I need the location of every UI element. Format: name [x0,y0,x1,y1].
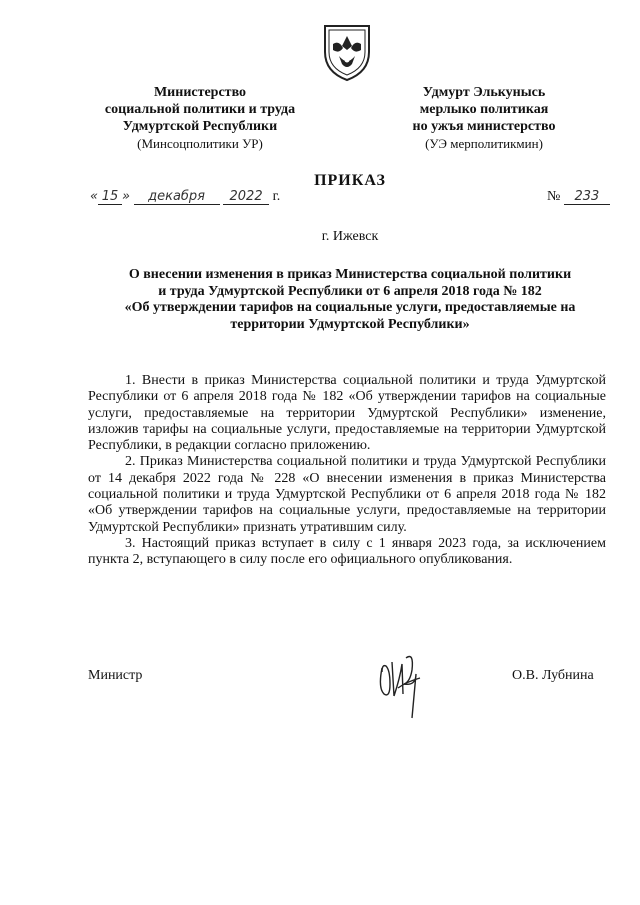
handwritten-signature-icon [376,648,426,720]
order-body [88,373,606,569]
order-date [90,189,280,205]
order-number-value: 233 [564,190,610,205]
order-number [547,189,610,205]
order-heading-line3: «Об утверждении тарифов на социальные услуги, предоставляемые на [124,300,576,315]
order-heading-line1: О внесении изменения в приказ Министерства социальной политики [128,267,572,282]
ministry-name-udm [380,84,588,152]
signatory-name: О.В. Лубнина [512,668,594,683]
date-close-quote: » [122,189,131,204]
ministry-name-udm-line2: мерлыко политикая [419,102,549,117]
date-suffix: г. [272,189,281,204]
signatory-title: Министр [88,668,143,683]
document-title: ПРИКАЗ [314,172,386,189]
coat-of-arms-icon [319,20,375,82]
ministry-name-udm-line1: Удмурт Элькунысь [422,85,546,100]
order-heading [95,267,605,333]
body-paragraph-3: 3. Настоящий приказ вступает в силу с 1 января 2023 года, за исключением пункта 2, вступающего в силу после его официального опубликования. [88,535,606,568]
order-number-label: № [547,189,561,204]
ministry-name-udm-line3: но ужъя министерство [412,119,556,134]
ministry-name-ru-line1: Министерство [153,85,247,100]
date-day: 15 [98,190,122,205]
order-heading-line2: и труда Удмуртской Республики от 6 апреля 2018 года № 182 [158,283,542,299]
body-paragraph-1: 1. Внести в приказ Министерства социальной политики и труда Удмуртской Республики от 6 апреля 2018 года № 182 «Об утверждении тарифов на социальные услуги, предоставляемые на территории Удмуртской Республики» изменение, изложив тарифы на социальные услуги, предоставляемые на территории Удмуртской Республики, в редакции согласно приложению. [88,373,606,454]
date-month: декабря [134,190,220,205]
date-open-quote: « [90,189,99,204]
body-paragraph-2: 2. Приказ Министерства социальной политики и труда Удмуртской Республики от 14 декабря 2022 года № 228 «О внесении изменения в приказ Министерства социальной политики и труда Удмуртской Республики от 6 апреля 2018 года № 182 «Об утверждении тарифов на социальные услуги, предоставляемые на территории Удмуртской Республики» признать утратившим силу. [88,454,606,535]
date-year: 2022 [223,190,269,205]
ministry-short-udm: (УЭ мерполитикмин) [425,136,543,151]
city: г. Ижевск [321,229,379,244]
ministry-name-ru-line3: Удмуртской Республики [122,119,278,134]
ministry-name-ru [80,84,320,152]
ministry-name-ru-line2: социальной политики и труда [104,102,296,117]
order-heading-line4: территории Удмуртской Республики» [230,316,470,332]
ministry-short-ru: (Минсоцполитики УР) [137,136,263,151]
